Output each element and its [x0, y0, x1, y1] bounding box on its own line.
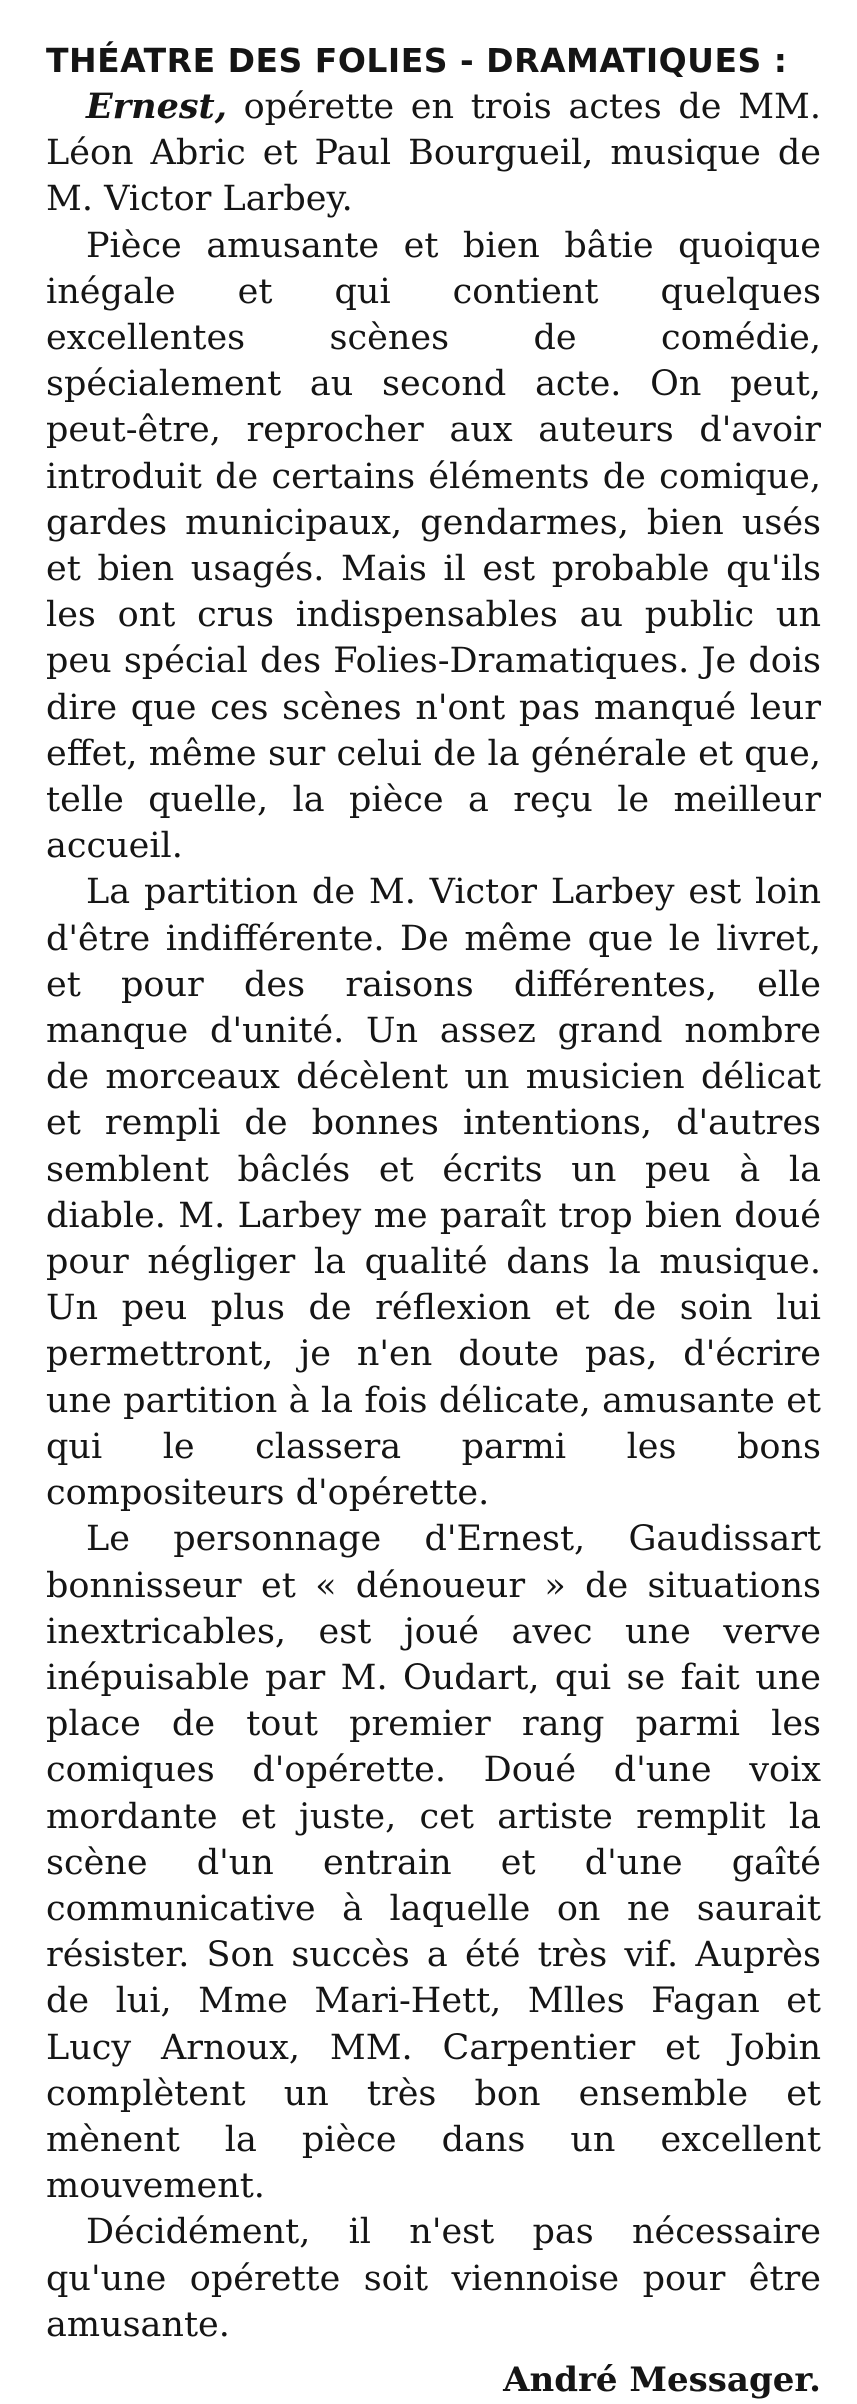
paragraph-4: Décidément, il n'est pas nécessaire qu'une opérette soit viennoise pour être amusante.: [46, 2212, 821, 2345]
article-heading: THÉATRE DES FOLIES - DRAMATIQUES :: [46, 41, 788, 80]
paragraph-1: Pièce amusante et bien bâtie quoique inégale et qui contient quelques excellentes scènes de comédie, spécialement au second acte. On peut, peut-être, reprocher aux auteurs d'avoir introduit de certains éléments de comique, gardes municipaux, gendarmes, bien usés et bien usagés. Mais il est probable qu'ils les ont crus indispensables au public un peu spécial des Folies-Dramatiques. Je dois dire que ces scènes n'ont pas manqué leur effet, même sur celui de la générale et que, telle quelle, la pièce a reçu le meilleur accueil.: [46, 225, 821, 867]
newspaper-column: [46, 38, 821, 2404]
author-signature: André Messager.: [503, 2359, 821, 2400]
intro-credits: opérette en trois actes de MM. Léon Abric et Paul Bourgueil, musique de M. Victor Larbey.: [46, 87, 821, 220]
article-intro: [46, 84, 821, 223]
paragraph-2: La partition de M. Victor Larbey est loin d'être indifférente. De même que le livret, et pour des raisons différentes, elle manque d'unité. Un assez grand nombre de morceaux décèlent un musicien délicat et rempli de bonnes intentions, d'autres semblent bâclés et écrits un peu à la diable. M. Larbey me paraît trop bien doué pour négliger la qualité dans la musique. Un peu plus de réflexion et de soin lui permettront, je n'en doute pas, d'écrire une partition à la fois délicate, amusante et qui le classera parmi les bons compositeurs d'opérette.: [46, 872, 821, 1514]
paragraph-3: Le personnage d'Ernest, Gaudissart bonnisseur et « dénoueur » de situations inextricables, est joué avec une verve inépuisable par M. Oudart, qui se fait une place de tout premier rang parmi les comiques d'opérette. Doué d'une voix mordante et juste, cet artiste remplit la scène d'un entrain et d'une gaîté communicative à laquelle on ne saurait résister. Son succès a été très vif. Auprès de lui, Mme Mari-Hett, Mlles Fagan et Lucy Arnoux, MM. Carpentier et Jobin complètent un très bon ensemble et mènent la pièce dans un excellent mouvement.: [46, 1519, 821, 2207]
work-title: Ernest,: [86, 86, 227, 127]
